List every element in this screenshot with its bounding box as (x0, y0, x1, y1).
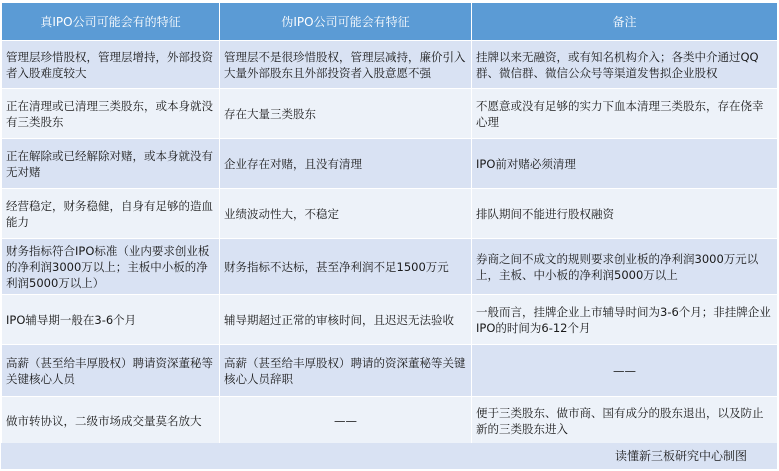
cell-remark: IPO前对赌必须清理 (472, 139, 778, 189)
table-row (2, 89, 778, 139)
cell-remark: 一般而言，挂牌企业上市辅导时间为3-6个月；非挂牌企业IPO的时间为6-12个月 (472, 295, 778, 345)
cell-real: IPO辅导期一般在3-6个月 (2, 295, 220, 345)
table-row (2, 41, 778, 89)
header-real-ipo: 真IPO公司可能会有的特征 (2, 3, 220, 41)
header-fake-ipo: 伪IPO公司可能会有特征 (220, 3, 472, 41)
cell-real: 正在解除或已经解除对赌，或本身就没有无对赌 (2, 139, 220, 189)
cell-fake: 管理层不是很珍惜股权，管理层减持，廉价引入大量外部股东且外部投资者入股意愿不强 (220, 41, 472, 89)
cell-fake: 高薪（甚至给丰厚股权）聘请的资深董秘等关键核心人员辞职 (220, 345, 472, 397)
cell-remark: 便于三类股东、做市商、国有成分的股东退出，以及防止新的三类股东进入 (472, 397, 778, 445)
source-footer (1, 443, 777, 469)
table-row (2, 139, 778, 189)
cell-real: 管理层珍惜股权，管理层增持，外部投资者入股难度较大 (2, 41, 220, 89)
cell-fake: 企业存在对赌，且没有清理 (220, 139, 472, 189)
cell-fake: 辅导期超过正常的审核时间，且迟迟无法验收 (220, 295, 472, 345)
cell-real: 高薪（甚至给丰厚股权）聘请资深董秘等关键核心人员 (2, 345, 220, 397)
table-row (2, 295, 778, 345)
table-row (2, 239, 778, 295)
table-row (2, 345, 778, 397)
cell-real: 正在清理或已清理三类股东，或本身就没有三类股东 (2, 89, 220, 139)
cell-real: 经营稳定，财务稳健，自身有足够的造血能力 (2, 189, 220, 239)
cell-remark: 排队期间不能进行股权融资 (472, 189, 778, 239)
cell-fake: 存在大量三类股东 (220, 89, 472, 139)
header-remarks: 备注 (472, 3, 778, 41)
header-row (2, 3, 778, 41)
cell-fake: 财务指标不达标，甚至净利润不足1500万元 (220, 239, 472, 295)
cell-real: 做市转协议，二级市场成交量莫名放大 (2, 397, 220, 445)
cell-remark: —— (472, 345, 778, 397)
cell-fake: —— (220, 397, 472, 445)
ipo-comparison-table (1, 2, 778, 445)
table-row (2, 189, 778, 239)
cell-remark: 不愿意或没有足够的实力下血本清理三类股东，存在侥幸心理 (472, 89, 778, 139)
table-row (2, 397, 778, 445)
cell-fake: 业绩波动性大，不稳定 (220, 189, 472, 239)
cell-remark: 挂牌以来无融资，或有知名机构介入；各类中介通过QQ群、微信群、微信公众号等渠道发售拟企业股权 (472, 41, 778, 89)
cell-real: 财务指标符合IPO标准（业内要求创业板的净利润3000万以上；主板中小板的净利润5000万以上） (2, 239, 220, 295)
source-credit: 读懂新三板研究中心制图 (614, 449, 747, 463)
cell-remark: 券商之间不成文的规则要求创业板的净利润3000万元以上，主板、中小板的净利润5000万以上 (472, 239, 778, 295)
